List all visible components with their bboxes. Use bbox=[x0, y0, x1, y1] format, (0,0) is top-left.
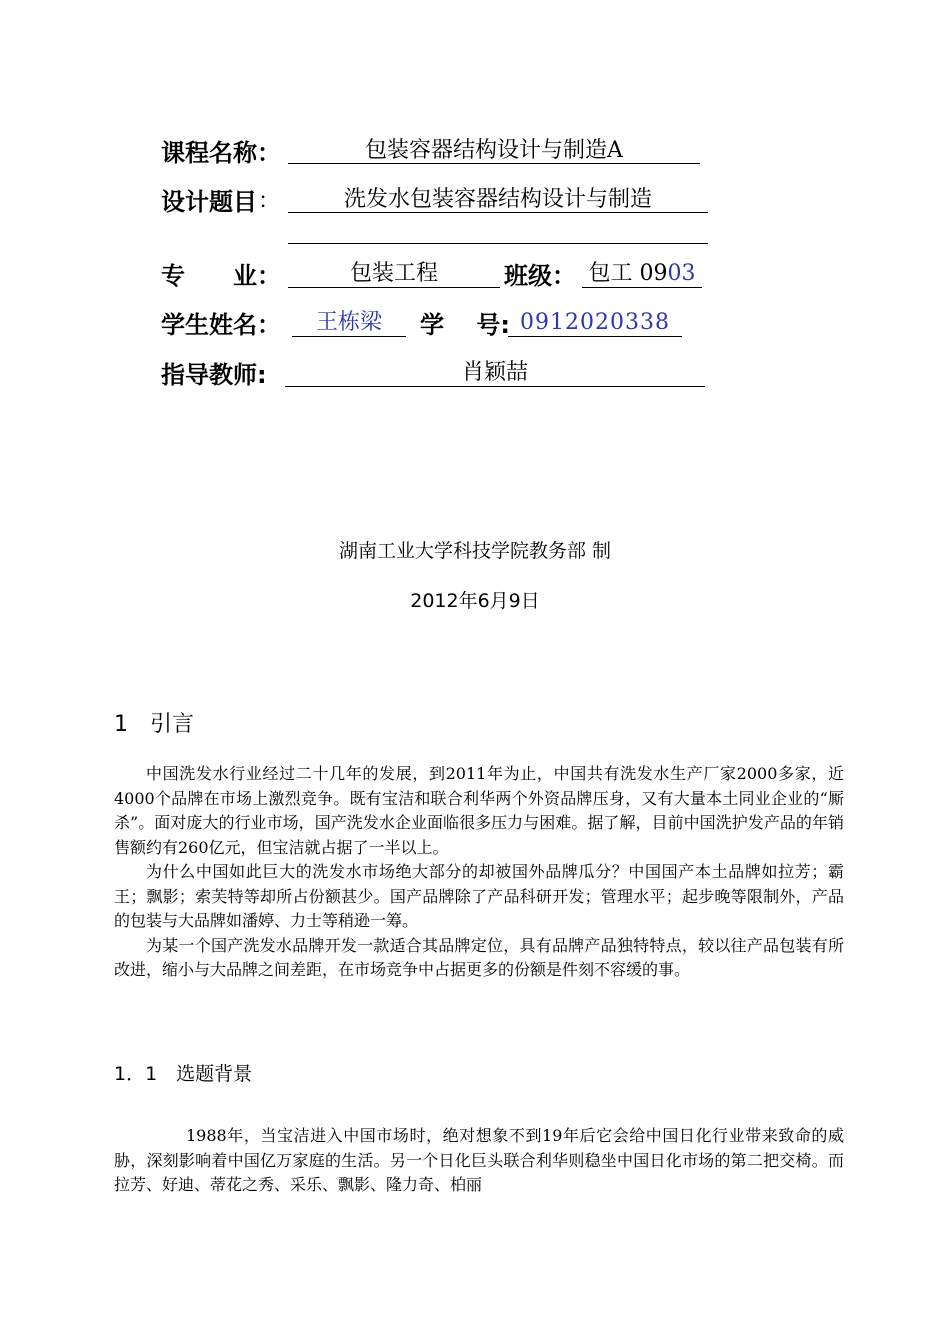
major-value: 包装工程 bbox=[349, 261, 438, 286]
issuer-line: 湖南工业大学科技学院教务部 制 bbox=[338, 540, 612, 562]
background-body bbox=[114, 1124, 844, 1198]
teacher-underline bbox=[285, 386, 705, 387]
major-label: 专 业： bbox=[161, 262, 281, 290]
major-underline bbox=[288, 287, 500, 288]
student-name-label: 学生姓名： bbox=[161, 311, 281, 339]
design-topic-colon: ： bbox=[258, 189, 281, 214]
course-name-underline bbox=[288, 163, 700, 164]
intro-paragraph-2: 为什么中国如此巨大的洗发水市场绝大部分的却被国外品牌瓜分？中国国产本土品牌如拉芳；霸王；飘影；索芙特等却所占份额甚少。国产品牌除了产品科研开发；管理水平；起步晚等限制外，产品的包装与大品牌如潘婷、力士等稍逊一筹。 bbox=[114, 862, 844, 930]
design-topic-value: 洗发水包装容器结构设计与制造 bbox=[343, 187, 652, 212]
design-topic-label: 设计题目 bbox=[161, 188, 257, 216]
intro-body bbox=[114, 762, 844, 983]
class-underline bbox=[582, 287, 702, 288]
student-name-underline bbox=[292, 336, 406, 337]
course-name-label: 课程名称： bbox=[161, 139, 281, 167]
background-paragraph-1: 1988年，当宝洁进入中国市场时，绝对想象不到19年后它会给中国日化行业带来致命的威胁，深刻影响着中国亿万家庭的生活。另一个日化巨头联合利华则稳坐中国日化市场的第二把交椅。而拉芳、好迪、蒂花之秀、采乐、飘影、隆力奇、柏丽 bbox=[114, 1126, 844, 1194]
design-topic-underline bbox=[288, 212, 708, 213]
class-label: 班级： bbox=[504, 262, 576, 290]
student-name-value: 王栋梁 bbox=[315, 310, 382, 335]
teacher-value: 肖颖喆 bbox=[461, 360, 528, 385]
student-id-underline bbox=[508, 336, 682, 337]
section-intro-heading: 1 引言 bbox=[114, 712, 194, 737]
design-topic-underline-2 bbox=[288, 243, 708, 244]
intro-paragraph-1: 中国洗发水行业经过二十几年的发展，到2011年为止，中国共有洗发水生产厂家2000多家，近4000个品牌在市场上激烈竞争。既有宝洁和联合利华两个外资品牌压身，又有大量本土同业企业的“厮杀”。面对庞大的行业市场，国产洗发水企业面临很多压力与困难。据了解，目前中国洗护发产品的年销售额约有260亿元，但宝洁就占据了一半以上。 bbox=[114, 764, 844, 857]
student-id-label: 学 号: bbox=[420, 311, 510, 339]
issue-date: 2012年6月9日 bbox=[410, 590, 540, 612]
course-name-value: 包装容器结构设计与制造A bbox=[365, 138, 623, 163]
student-id-value: 0912020338 bbox=[520, 310, 670, 335]
class-value: 包工 0903 bbox=[588, 261, 696, 286]
section-background-heading: 1．1 选题背景 bbox=[114, 1063, 253, 1085]
teacher-label: 指导教师: bbox=[161, 361, 267, 389]
intro-paragraph-3: 为某一个国产洗发水品牌开发一款适合其品牌定位，具有品牌产品独特特点，较以往产品包装有所改进，缩小与大品牌之间差距，在市场竞争中占据更多的份额是件刻不容缓的事。 bbox=[114, 935, 844, 979]
